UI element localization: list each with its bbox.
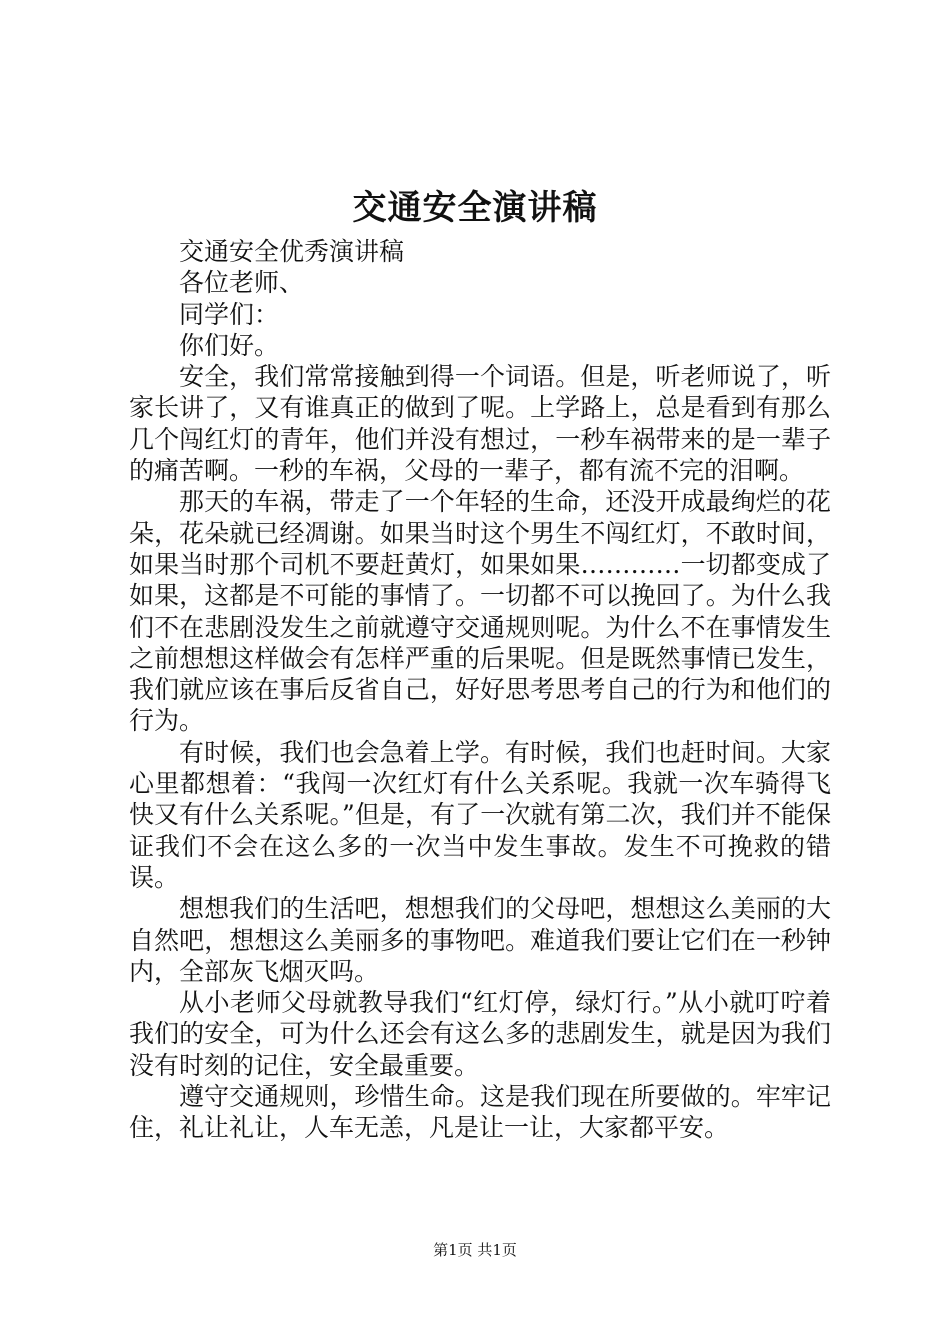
paragraph: 从小老师父母就教导我们“红灯停，绿灯行。”从小就叮咛着我们的安全，可为什么还会有这么多的悲剧发生，就是因为我们没有时刻的记住，安全最重要。 <box>129 988 831 1080</box>
page-footer: 第1页 共1页 <box>433 1241 517 1259</box>
paragraph: 有时候，我们也会急着上学。有时候，我们也赶时间。大家心里都想着：“我闯一次红灯有什么关系呢。我就一次车骑得飞快又有什么关系呢。”但是，有了一次就有第二次，我们并不能保证我们不会在这么多的一次当中发生事故。发生不可挽救的错误。 <box>129 737 831 892</box>
paragraph: 想想我们的生活吧，想想我们的父母吧，想想这么美丽的大自然吧，想想这么美丽多的事物吧。难道我们要让它们在一秒钟内，全部灰飞烟灭吗。 <box>129 894 831 986</box>
paragraph: 遵守交通规则，珍惜生命。这是我们现在所要做的。牢牢记住，礼让礼让，人车无恙，凡是让一让，大家都平安。 <box>129 1082 831 1143</box>
paragraph-greeting: 你们好。 <box>179 330 280 360</box>
paragraph-salutation-teachers: 各位老师、 <box>179 268 305 298</box>
document-title: 交通安全演讲稿 <box>352 188 598 228</box>
paragraph-salutation-students: 同学们： <box>179 299 280 329</box>
paragraph-subtitle: 交通安全优秀演讲稿 <box>179 237 405 266</box>
paragraph: 那天的车祸，带走了一个年轻的生命，还没开成最绚烂的花朵，花朵就已经凋谢。如果当时这个男生不闯红灯，不敢时间，如果当时那个司机不要赶黄灯，如果如果…………一切都变成了如果，这都是不可能的事情了。一切都不可以挽回了。为什么我们不在悲剧没发生之前就遵守交通规则呢。为什么不在事情发生之前想想这样做会有怎样严重的后果呢。但是既然事情已发生，我们就应该在事后反省自己，好好思考思考自己的行为和他们的行为。 <box>129 487 831 736</box>
paragraph: 安全，我们常常接触到得一个词语。但是，听老师说了，听家长讲了，又有谁真正的做到了呢。上学路上，总是看到有那么几个闯红灯的青年，他们并没有想过，一秒车祸带来的是一辈子的痛苦啊。一秒的车祸，父母的一辈子，都有流不完的泪啊。 <box>129 362 831 486</box>
document-body <box>129 236 831 1144</box>
